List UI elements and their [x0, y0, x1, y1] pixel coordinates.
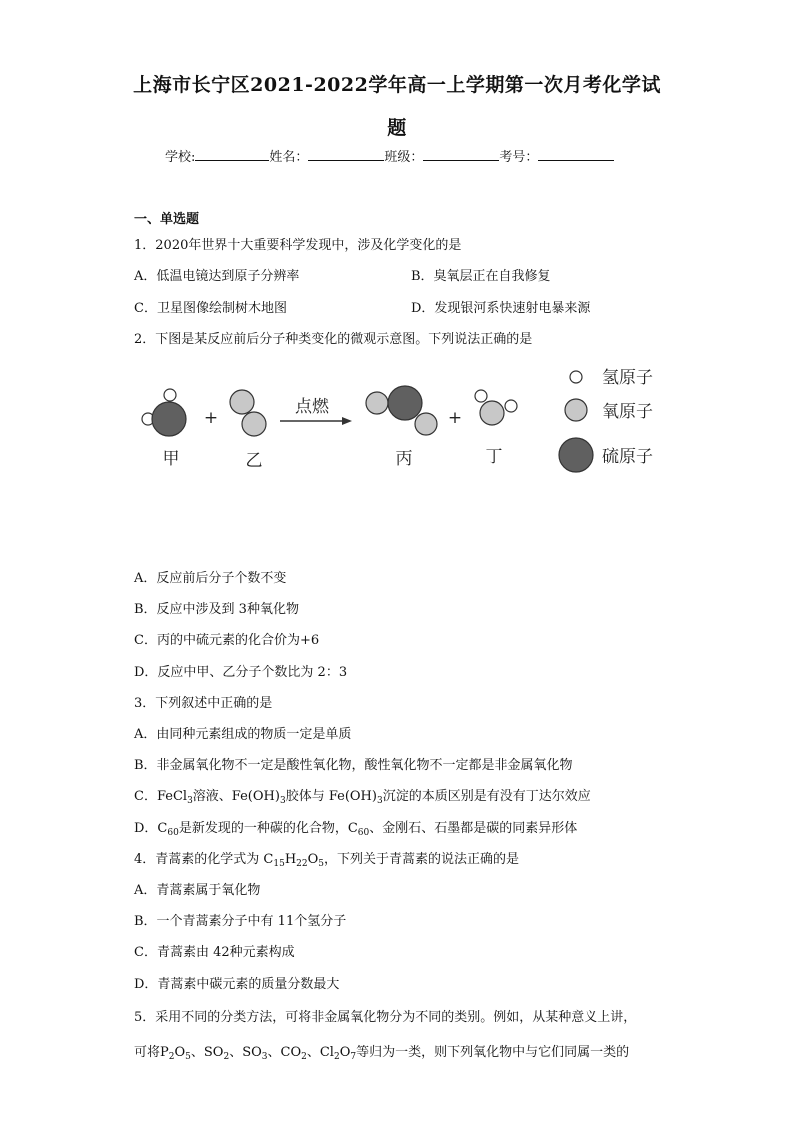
- school-field[interactable]: [195, 146, 269, 161]
- jia-sulfur-atom: [152, 402, 186, 436]
- ding-hydrogen-atom-1: [475, 390, 487, 402]
- yi-oxygen-atom-1: [230, 390, 254, 414]
- legend-hydrogen-icon: [570, 371, 582, 383]
- question-1-stem: 1．2020年世界十大重要科学发现中，涉及化学变化的是: [134, 238, 462, 253]
- q5-text: 、Cl: [306, 1045, 334, 1060]
- question-2-option-b: B．反应中涉及到 3种氧化物: [134, 602, 299, 617]
- reaction-arrow-head: [342, 417, 352, 425]
- legend-oxygen-label: 氧原子: [602, 402, 653, 422]
- question-3-option-a: A．由同种元素组成的物质一定是单质: [134, 727, 352, 742]
- ding-hydrogen-atom-2: [505, 400, 517, 412]
- q3c-text: C．FeCl: [134, 789, 188, 804]
- q3c-text: 溶液、Fe(OH): [192, 789, 280, 804]
- question-3-option-b: B．非金属氧化物不一定是酸性氧化物，酸性氧化物不一定都是非金属氧化物: [134, 758, 573, 773]
- q4-text: ，下列关于青蒿素的说法正确的是: [324, 852, 520, 867]
- bing-sulfur-atom: [388, 386, 422, 420]
- bing-oxygen-atom-2: [415, 413, 437, 435]
- q5-text: 可将P: [134, 1045, 169, 1060]
- q3c-sub: 3: [376, 796, 383, 806]
- q4-sub: 5: [318, 859, 325, 869]
- q3d-text: 、金刚石、石墨都是碳的同素异形体: [369, 821, 578, 836]
- q5-sub: 2: [333, 1052, 340, 1062]
- legend-hydrogen-label: 氢原子: [602, 368, 653, 388]
- ding-label: 丁: [485, 447, 503, 467]
- question-1-option-a: A．低温电镜达到原子分辨率: [134, 269, 300, 284]
- question-3-stem: 3．下列叙述中正确的是: [134, 696, 273, 711]
- bing-oxygen-atom-1: [366, 392, 388, 414]
- legend-sulfur-icon: [559, 438, 593, 472]
- question-4-option-d: D．青蒿素中碳元素的质量分数最大: [134, 977, 340, 992]
- question-5-stem: 5．采用不同的分类方法，可将非金属氧化物分为不同的类别。例如，从某种意义上讲，: [134, 1010, 637, 1025]
- yi-oxygen-atom-2: [242, 412, 266, 436]
- q4-text: 4．青蒿素的化学式为 C: [134, 852, 274, 867]
- section-title: 一、单选题: [134, 212, 200, 227]
- school-label: 学校:: [165, 150, 196, 165]
- q3c-sub: 3: [279, 796, 286, 806]
- question-4-option-b: B．一个青蒿素分子中有 11个氢分子: [134, 914, 347, 929]
- question-3-option-d: [134, 817, 577, 836]
- q4-text: H: [284, 852, 297, 867]
- q3c-text: 沉淀的本质区别是有没有丁达尔效应: [382, 789, 591, 804]
- question-2-option-d: D．反应中甲、乙分子个数比为 2：3: [134, 665, 348, 680]
- question-1-option-b: B．臭氧层正在自我修复: [411, 269, 551, 284]
- question-4-option-c: C．青蒿素由 42种元素构成: [134, 945, 295, 960]
- question-5-stem-line-2: [134, 1041, 629, 1060]
- number-field[interactable]: [538, 146, 614, 161]
- legend-oxygen-icon: [565, 399, 587, 421]
- question-3-option-c: [134, 785, 591, 804]
- q5-sub: 5: [185, 1052, 191, 1062]
- reaction-diagram: [134, 358, 674, 478]
- q5-sub: 3: [261, 1052, 268, 1062]
- class-label: 班级：: [384, 150, 424, 165]
- q5-text: O: [174, 1045, 186, 1060]
- q3c-text: 胶体与 Fe(OH): [285, 789, 377, 804]
- reaction-condition: 点燃: [295, 397, 329, 417]
- q5-text: 、CO: [267, 1045, 302, 1060]
- q5-sub: 7: [350, 1052, 357, 1062]
- legend-sulfur-label: 硫原子: [602, 447, 653, 467]
- q5-text: 、SO: [229, 1045, 262, 1060]
- jia-label: 甲: [162, 449, 180, 469]
- page-title: 上海市长宁区2021-2022学年高一上学期第一次月考化学试: [133, 74, 661, 96]
- name-field[interactable]: [308, 146, 384, 161]
- question-4-stem: [134, 848, 519, 867]
- bing-label: 丙: [395, 449, 413, 469]
- jia-hydrogen-atom-1: [164, 389, 176, 401]
- q5-sub: 2: [301, 1052, 307, 1062]
- plus-sign-1: +: [203, 408, 219, 428]
- q5-text: O: [339, 1045, 351, 1060]
- name-label: 姓名：: [269, 150, 309, 165]
- q3c-sub: 3: [187, 796, 193, 806]
- q5-text: 等归为一类，则下列氧化物中与它们同属一类的: [356, 1045, 630, 1060]
- q5-sub: 2: [168, 1052, 175, 1062]
- question-2-option-a: A．反应前后分子个数不变: [134, 571, 287, 586]
- q5-text: 、SO: [190, 1045, 224, 1060]
- q3d-sub: 60: [357, 828, 370, 838]
- question-2-option-c: C．丙的中硫元素的化合价为+6: [134, 633, 320, 648]
- q5-sub: 2: [223, 1052, 230, 1062]
- student-info-row: [165, 146, 614, 165]
- q3d-text: 是新发现的一种碳的化合物，C: [178, 821, 358, 836]
- yi-label: 乙: [245, 451, 263, 471]
- q3d-text: D．C: [134, 821, 168, 836]
- class-field[interactable]: [423, 146, 499, 161]
- q4-sub: 22: [296, 859, 308, 869]
- question-2-stem: 2．下图是某反应前后分子种类变化的微观示意图。下列说法正确的是: [134, 332, 533, 347]
- ding-oxygen-atom: [480, 401, 504, 425]
- q3d-sub: 60: [167, 828, 179, 838]
- page-title-continued: 题: [387, 117, 407, 139]
- number-label: 考号：: [499, 150, 539, 165]
- q4-text: O: [307, 852, 319, 867]
- question-4-option-a: A．青蒿素属于氧化物: [134, 883, 261, 898]
- plus-sign-2: +: [447, 408, 463, 428]
- question-1-option-d: D．发现银河系快速射电暴来源: [411, 301, 591, 316]
- question-1-option-c: C．卫星图像绘制树木地图: [134, 301, 287, 316]
- reaction-diagram-svg: [134, 358, 674, 478]
- q4-sub: 15: [273, 859, 285, 869]
